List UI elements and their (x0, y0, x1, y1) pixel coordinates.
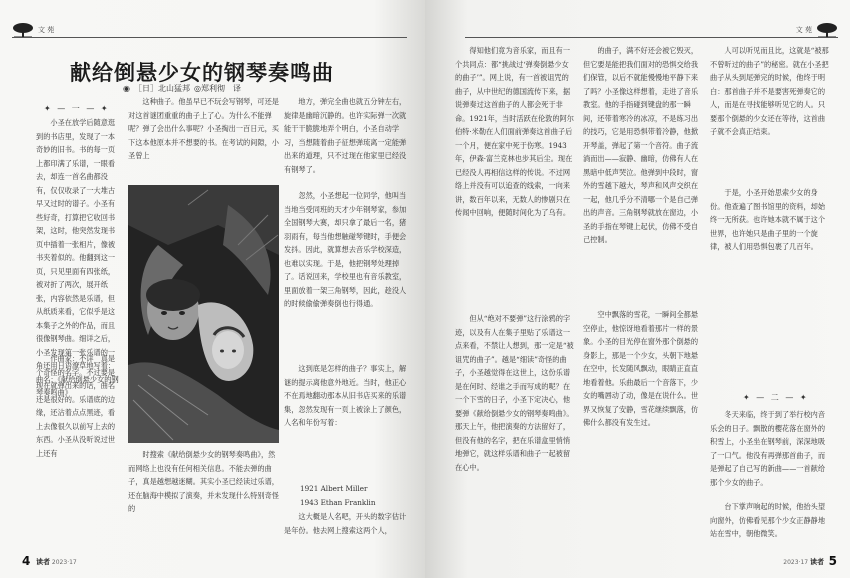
paragraph: 地方，弹完全曲也就五分钟左右，旋律是幽暗沉静的。也许实际弹一次就能干干脆脆地弄个明白，小圣自动学习，当想随着曲子征想弹琉离一定能弹出来的道理，只不过现在他家里已经没有钢琴了。 (284, 97, 407, 174)
paragraph: 空中飘落的雪花，一瞬间全都悬空停止，他惊讶地看着那片一样的景象。小圣的目光停在窗外那个倒悬的身影上，那是一个少女，头朝下地悬在空中，长发随风飘动，眼睛正直直地看着他。乐曲最后一个音落下，少女的嘴唇动了动，像是在说什么。世界又恢复了安静，雪花继续飘落，仿佛什么都没有发生过。 (583, 310, 699, 427)
section-label: 文 苑 (38, 26, 55, 34)
paragraph: 忽然，小圣想起一位同学，他叫当当地当受同班的天才少年钢琴家，参加全国钢琴大赛，却只拿了最后一名，猪羽雨有，每当他想触碰琴键时，手便会发抖。因此，就算想去音乐学校深造，也难以实现。于是，他把钢琴处理掉了。话说回来，学校里也有音乐教室，里面放着一架三角钢琴，因此，趁没人的时候偷偷弹奏倒也行得通。 (284, 191, 407, 308)
tree-logo-icon (816, 22, 838, 38)
column-c-end (710, 500, 832, 550)
issue-number: 2023·17 (783, 559, 809, 566)
column-a-tail (36, 352, 122, 542)
byline-bullet-icon: ◉ (123, 84, 130, 93)
paragraph: 这大概是人名吧，开头的数字估计是年份。他去网上搜索这两个人， (284, 512, 407, 535)
column-c-end (284, 510, 410, 550)
column-b (583, 44, 703, 306)
section-ornament: ✦ — 一 — ✦ (44, 104, 110, 113)
column-c-bottom (284, 362, 410, 480)
section-label: 文 苑 (795, 26, 812, 34)
issue-info (36, 557, 77, 567)
column-c-right (284, 189, 410, 359)
section-number: 二 (770, 393, 781, 402)
column-b-top (128, 95, 279, 181)
column-a (455, 44, 575, 310)
names-block (300, 482, 410, 509)
article-title: 献给倒悬少女的钢琴奏鸣曲 (70, 61, 334, 85)
paragraph: 于是，小圣开始思索少女的身份。他查遍了图书馆里的资料，却始终一无所获。也许她本就不属于这个世界，也许她只是曲子里的一个旋律，被人们用恐惧包裹了几百年。 (710, 188, 826, 251)
masthead-mark: 读者 (36, 558, 50, 566)
paragraph: 得知他们竟为音乐家，而且有一个共同点：都“挑战过‘弹奏倒悬少女的曲子’”。网上说，有一首被诅咒的曲子，从中世纪的德国流传下来，据说弹奏过这首曲子的人都会死于非命。1921年，当时活跃在伦敦的阿尔伯特·米勒在人们面前弹奏这首曲子后一个月，便在家中死于伤寒。1943年，伊森·富兰克林也步其后尘。现在已经没人再相信这样的传说。不过网络上并没有可以追查的线索，一向来讲，数百年以来，无数人的惨剧只在传闻中回响，便随时间化为了乌有。 (455, 46, 574, 217)
section-ornament: ✦ — 二 — ✦ (743, 393, 809, 402)
tree-logo-icon (12, 22, 34, 38)
paragraph: 但从“绝对不要弹”这行涂鸦的字迹，以及有人在集子里贴了乐谱这一点来看，不禁让人想到，那一定是“被诅咒的曲子”。越是“细读”奇怪的曲子，小圣越觉得在这世上，这份乐谱是在何时、经谁之手而写成的呢？在一个下雪的日子，小圣下定决心，他要弹《献给倒悬少女的钢琴奏鸣曲》。那天上午，他把演奏的方法留好了，但没有他的名字，把在乐谱盒里悄悄地弹它，就这样乐谱和曲子一起被留在心中。 (455, 314, 574, 472)
paragraph: 小圣在放学后随意逛到的书店里，发现了一本奇妙的旧书。书的每一页上都印满了乐谱，一眼看去，却连一首名曲都没有，仅仅收录了一大堆古早又过时的谱子。小圣有些好奇，打算把它收回书架，这时，他突然发现书页中插着一张相片，像被书夹着似的。他翻到这一页，只见里面有四张纸，被对折了两次，展开纸张，内容依然是乐谱，但从纸质来看，它似乎是这本集子之外的作品，而且很像钢琴曲。细详之后，小圣发现第一张乐谱的一角还用日语潦草地写着：曲名：《献给倒悬少女的钢琴奏鸣曲》 (36, 118, 119, 397)
author: ［日］北山猛邦 (133, 84, 190, 93)
name-line: 1943 Ethan Franklin (300, 497, 376, 507)
paragraph: 人可以听见而且比，这就是“被那不曾听过的曲子”的秘密。就在小圣把曲子从头到尾弹完的时候，他终于明白：那首曲子并不是要害死弹奏它的人，而是在寻找能够听见它的人。只要那个倒悬的少女还在等待，这首曲子就不会真正结束。 (710, 46, 829, 136)
column-b-end (583, 308, 703, 550)
header-rule (465, 37, 838, 38)
byline (123, 83, 241, 94)
column-c-mid (710, 186, 832, 362)
paragraph: 的曲子，满不好还会被它毁灭，但它要是能把我们面对的恐惧交给我们保管，以后不就能慢慢地平静下来了吗？小圣像这样想着，走进了音乐教室。他的手指碰到键盘的那一瞬间，还带着寒冷的冰凉，不是练习出的技巧，它是用恐惧带着冷静，他掀开琴盖，弹起了第一个音符。曲子流淌而出——寂静、幽暗，仿佛有人在黑暗中低声哭泣。他弹到中段时，窗外的雪越下越大，琴声和风声交织在一起，他几乎分不清哪一个是自己弹出的声音。三角钢琴就放在窗边，小圣的手指在琴键上起伏，仿佛不受自己控制。 (583, 46, 699, 244)
translator: ◎郑利彻 译 (193, 84, 241, 93)
paragraph: 台下掌声响起的时候，他抬头望向窗外，仿佛看见那个少女正静静地站在雪中，朝他微笑。 (710, 502, 826, 538)
paragraph: 冬天来临，终于到了举行校内音乐会的日子。飘散的樱花落在窗外的积雪上，小圣坐在钢琴前，深深地吸了一口气。他没有再弹那首曲子，而是弹起了自己写的新曲——一首献给那个少女的曲子。 (710, 410, 826, 487)
paragraph: 这到底是怎样的曲子？事实上，解谜的提示离他意外地近。当时，他正心不在焉地翻动那本从旧书店买来的乐谱集，忽然发现有一页上被涂上了颜色，人名和年份写着： (284, 364, 407, 427)
paragraph: 这种曲子。他虽早已不玩会写钢琴，可还是对这首谜团重重的曲子上了心。为什么不能弹呢？弹了会出什么事呢？小圣掏出一百日元，买下这本他原本并不想要的书。在考试的间隙，小圣曾上 (128, 97, 279, 160)
section-number: 一 (71, 104, 82, 113)
column-a (36, 116, 122, 397)
paragraph: 作曲家：不详 真是个奇怪的名字。不过要是现在就弹出来的话，曲名还是很好的。乐谱底的边缘，还沾着点点黑迹，看上去像很久以前写上去的东西。小圣从没听说过世上还有 (36, 354, 116, 458)
masthead-mark: 读者 (810, 558, 824, 566)
column-c-top (284, 95, 410, 187)
page-number: 5 (828, 554, 837, 568)
issue-info (783, 557, 824, 567)
column-a-end (455, 312, 575, 550)
right-page (425, 0, 850, 578)
header-rule (12, 37, 407, 38)
issue-number: 2023·17 (51, 559, 77, 566)
name-line: 1921 Albert Miller (300, 484, 368, 493)
header-left (12, 22, 54, 38)
header-right (796, 22, 838, 38)
paragraph: 时搜索《献给倒悬少女的钢琴奏鸣曲》，然而网络上也没有任何相关信息。不能去弹的曲子，真是越想越迷糊。其实小圣已经读过乐谱，还在脑海中模拟了演奏，并未发现什么特别奇怪的 (128, 450, 279, 513)
column-c-low (710, 408, 832, 498)
column-b-bottom (128, 448, 279, 548)
illustration-image (128, 185, 279, 443)
column-c (710, 44, 832, 184)
page-number: 4 (22, 554, 31, 568)
